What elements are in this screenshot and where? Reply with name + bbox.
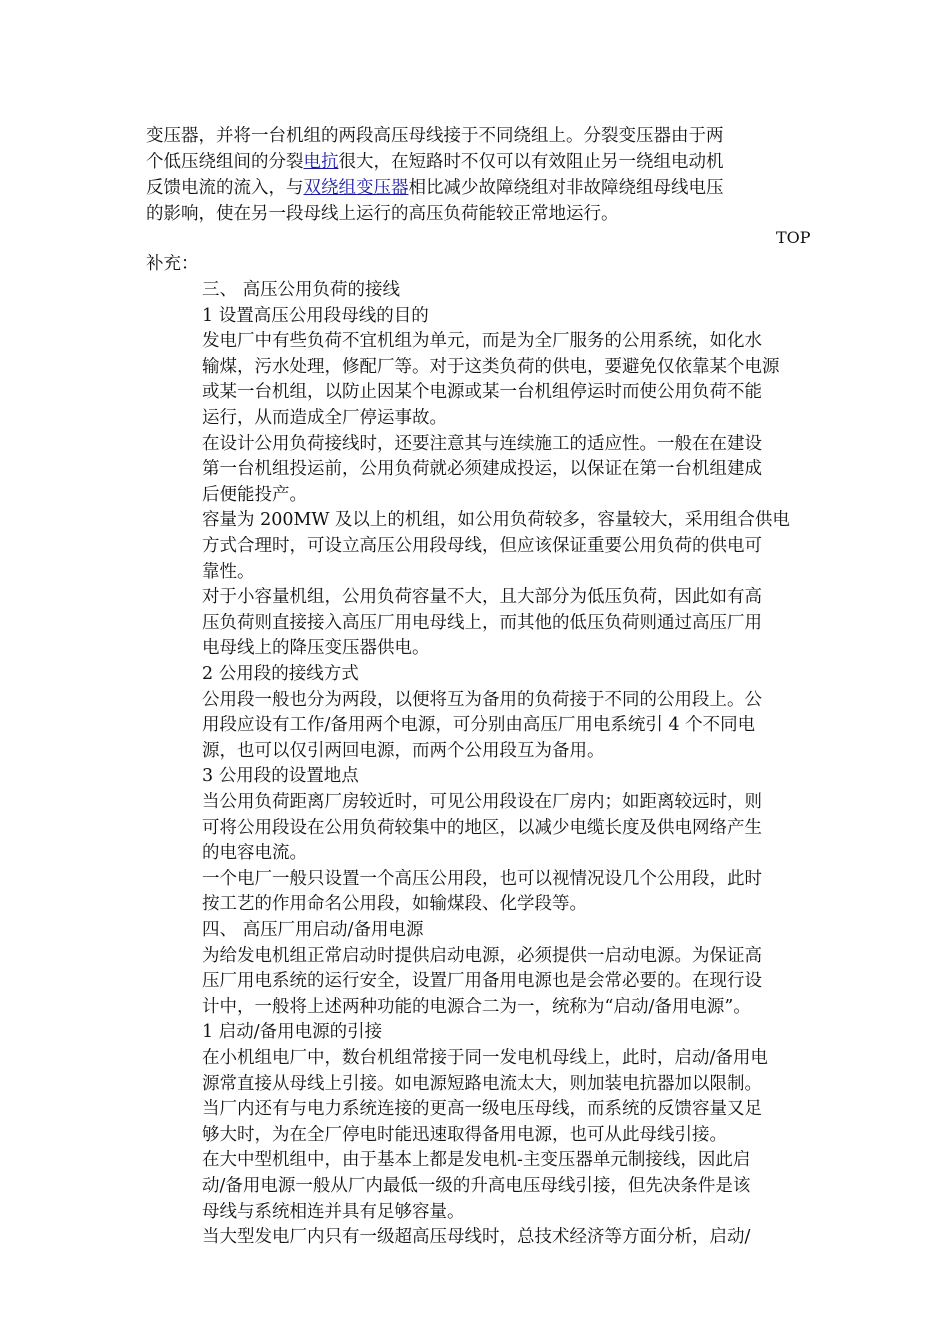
body-line: 用段应设有工作/备用两个电源，可分别由高压厂用电系统引 4 个不同电 — [202, 715, 756, 736]
intro-text: 反馈电流的流入，与 — [146, 178, 304, 198]
body-line: 靠性。 — [202, 561, 255, 582]
two-winding-transformer-link[interactable]: 双绕组变压器 — [303, 178, 409, 198]
body-line: 在设计公用负荷接线时，还要注意其与连续施工的适应性。一般在在建设 — [202, 433, 762, 454]
body-line: 源常直接从母线上引接。如电源短路电流太大，则加装电抗器加以限制。 — [202, 1073, 762, 1094]
intro-text: 很大，在短路时不仅可以有效阻止另一绕组电动机 — [338, 152, 724, 172]
body-line: 对于小容量机组，公用负荷容量不大，且大部分为低压负荷，因此如有高 — [202, 587, 762, 608]
body-line: 动/备用电源一般从厂内最低一级的升高电压母线引接，但先决条件是该 — [202, 1176, 751, 1196]
body-line: 后便能投产。 — [202, 484, 307, 505]
body-line: 按工艺的作用命名公用段，如输煤段、化学段等。 — [202, 894, 587, 915]
body-line: 容量为 200MW 及以上的机组，如公用负荷较多，容量较大，采用组合供电 — [202, 510, 790, 531]
body-line: 或某一台机组，以防止因某个电源或某一台机组停运时而使公用负荷不能 — [202, 382, 762, 403]
body-line: 电母线上的降压变压器供电。 — [202, 638, 430, 659]
body-line: 1 设置高压公用段母线的目的 — [202, 305, 429, 326]
body-line: 源，也可以仅引两回电源，而两个公用段互为备用。 — [202, 740, 605, 761]
body-line: 一个电厂一般只设置一个高压公用段，也可以视情况设几个公用段，此时 — [202, 868, 762, 889]
body-line: 运行，从而造成全厂停运事故。 — [202, 408, 447, 428]
body-line: 在小机组电厂中，数台机组常接于同一发电机母线上，此时，启动/备用电 — [202, 1048, 768, 1068]
body-line: 当厂内还有与电力系统连接的更高一级电压母线，而系统的反馈容量又足 — [202, 1099, 762, 1120]
body-line: 发电厂中有些负荷不宜机组为单元，而是为全厂服务的公用系统，如化水 — [202, 331, 762, 352]
body-line: 够大时，为在全厂停电时能迅速取得备用电源，也可从此母线引接。 — [202, 1124, 727, 1145]
body-line: 当公用负荷距离厂房较近时，可见公用段设在厂房内；如距离较远时，则 — [202, 792, 762, 812]
supplement-label: 补充： — [146, 254, 199, 274]
body-line: 三、 高压公用负荷的接线 — [202, 280, 401, 300]
top-link[interactable]: TOP — [776, 228, 811, 247]
body-line: 压负荷则直接接入高压厂用电母线上，而其他的低压负荷则通过高压厂用 — [202, 612, 762, 633]
body-line: 公用段一般也分为两段，以便将互为备用的负荷接于不同的公用段上。公 — [202, 689, 762, 710]
body-line: 方式合理时，可设立高压公用段母线，但应该保证重要公用负荷的供电可 — [202, 536, 762, 556]
intro-text: 相比减少故障绕组对非故障绕组母线电压 — [408, 178, 724, 198]
intro-line-2 — [146, 150, 724, 174]
intro-text: 个低压绕组间的分裂 — [146, 152, 304, 172]
body-line: 可将公用段设在公用负荷较集中的地区，以减少电缆长度及供电网络产生 — [202, 817, 762, 838]
body-line: 第一台机组投运前，公用负荷就必须建成投运，以保证在第一台机组建成 — [202, 459, 762, 480]
body-line: 3 公用段的设置地点 — [202, 766, 359, 787]
body-line: 当大型发电厂内只有一级超高压母线时，总技术经济等方面分析，启动/ — [202, 1227, 751, 1248]
body-line: 压厂用电系统的运行安全，设置厂用备用电源也是会常必要的。在现行设 — [202, 971, 762, 992]
body-line: 计中，一般将上述两种功能的电源合二为一，统称为“启动/备用电源”。 — [202, 996, 751, 1017]
intro-line-4: 的影响，使在另一段母线上运行的高压负荷能较正常地运行。 — [146, 204, 619, 224]
intro-line-1: 变压器，并将一台机组的两段高压母线接于不同绕组上。分裂变压器由于两 — [146, 126, 724, 146]
body-line: 为给发电机组正常启动时提供启动电源，必须提供一启动电源。为保证高 — [202, 945, 762, 966]
body-line: 2 公用段的接线方式 — [202, 664, 359, 684]
body-line: 在大中型机组中，由于基本上都是发电机-主变压器单元制接线，因此启 — [202, 1150, 751, 1171]
body-line: 母线与系统相连并具有足够容量。 — [202, 1201, 465, 1222]
body-line: 的电容电流。 — [202, 843, 307, 864]
body-line: 四、 高压厂用启动/备用电源 — [202, 920, 424, 940]
intro-line-3 — [146, 176, 724, 200]
body-line: 1 启动/备用电源的引接 — [202, 1022, 383, 1043]
body-line: 输煤，污水处理，修配厂等。对于这类负荷的供电，要避免仅依靠某个电源 — [202, 356, 780, 377]
reactance-link[interactable]: 电抗 — [303, 152, 339, 172]
